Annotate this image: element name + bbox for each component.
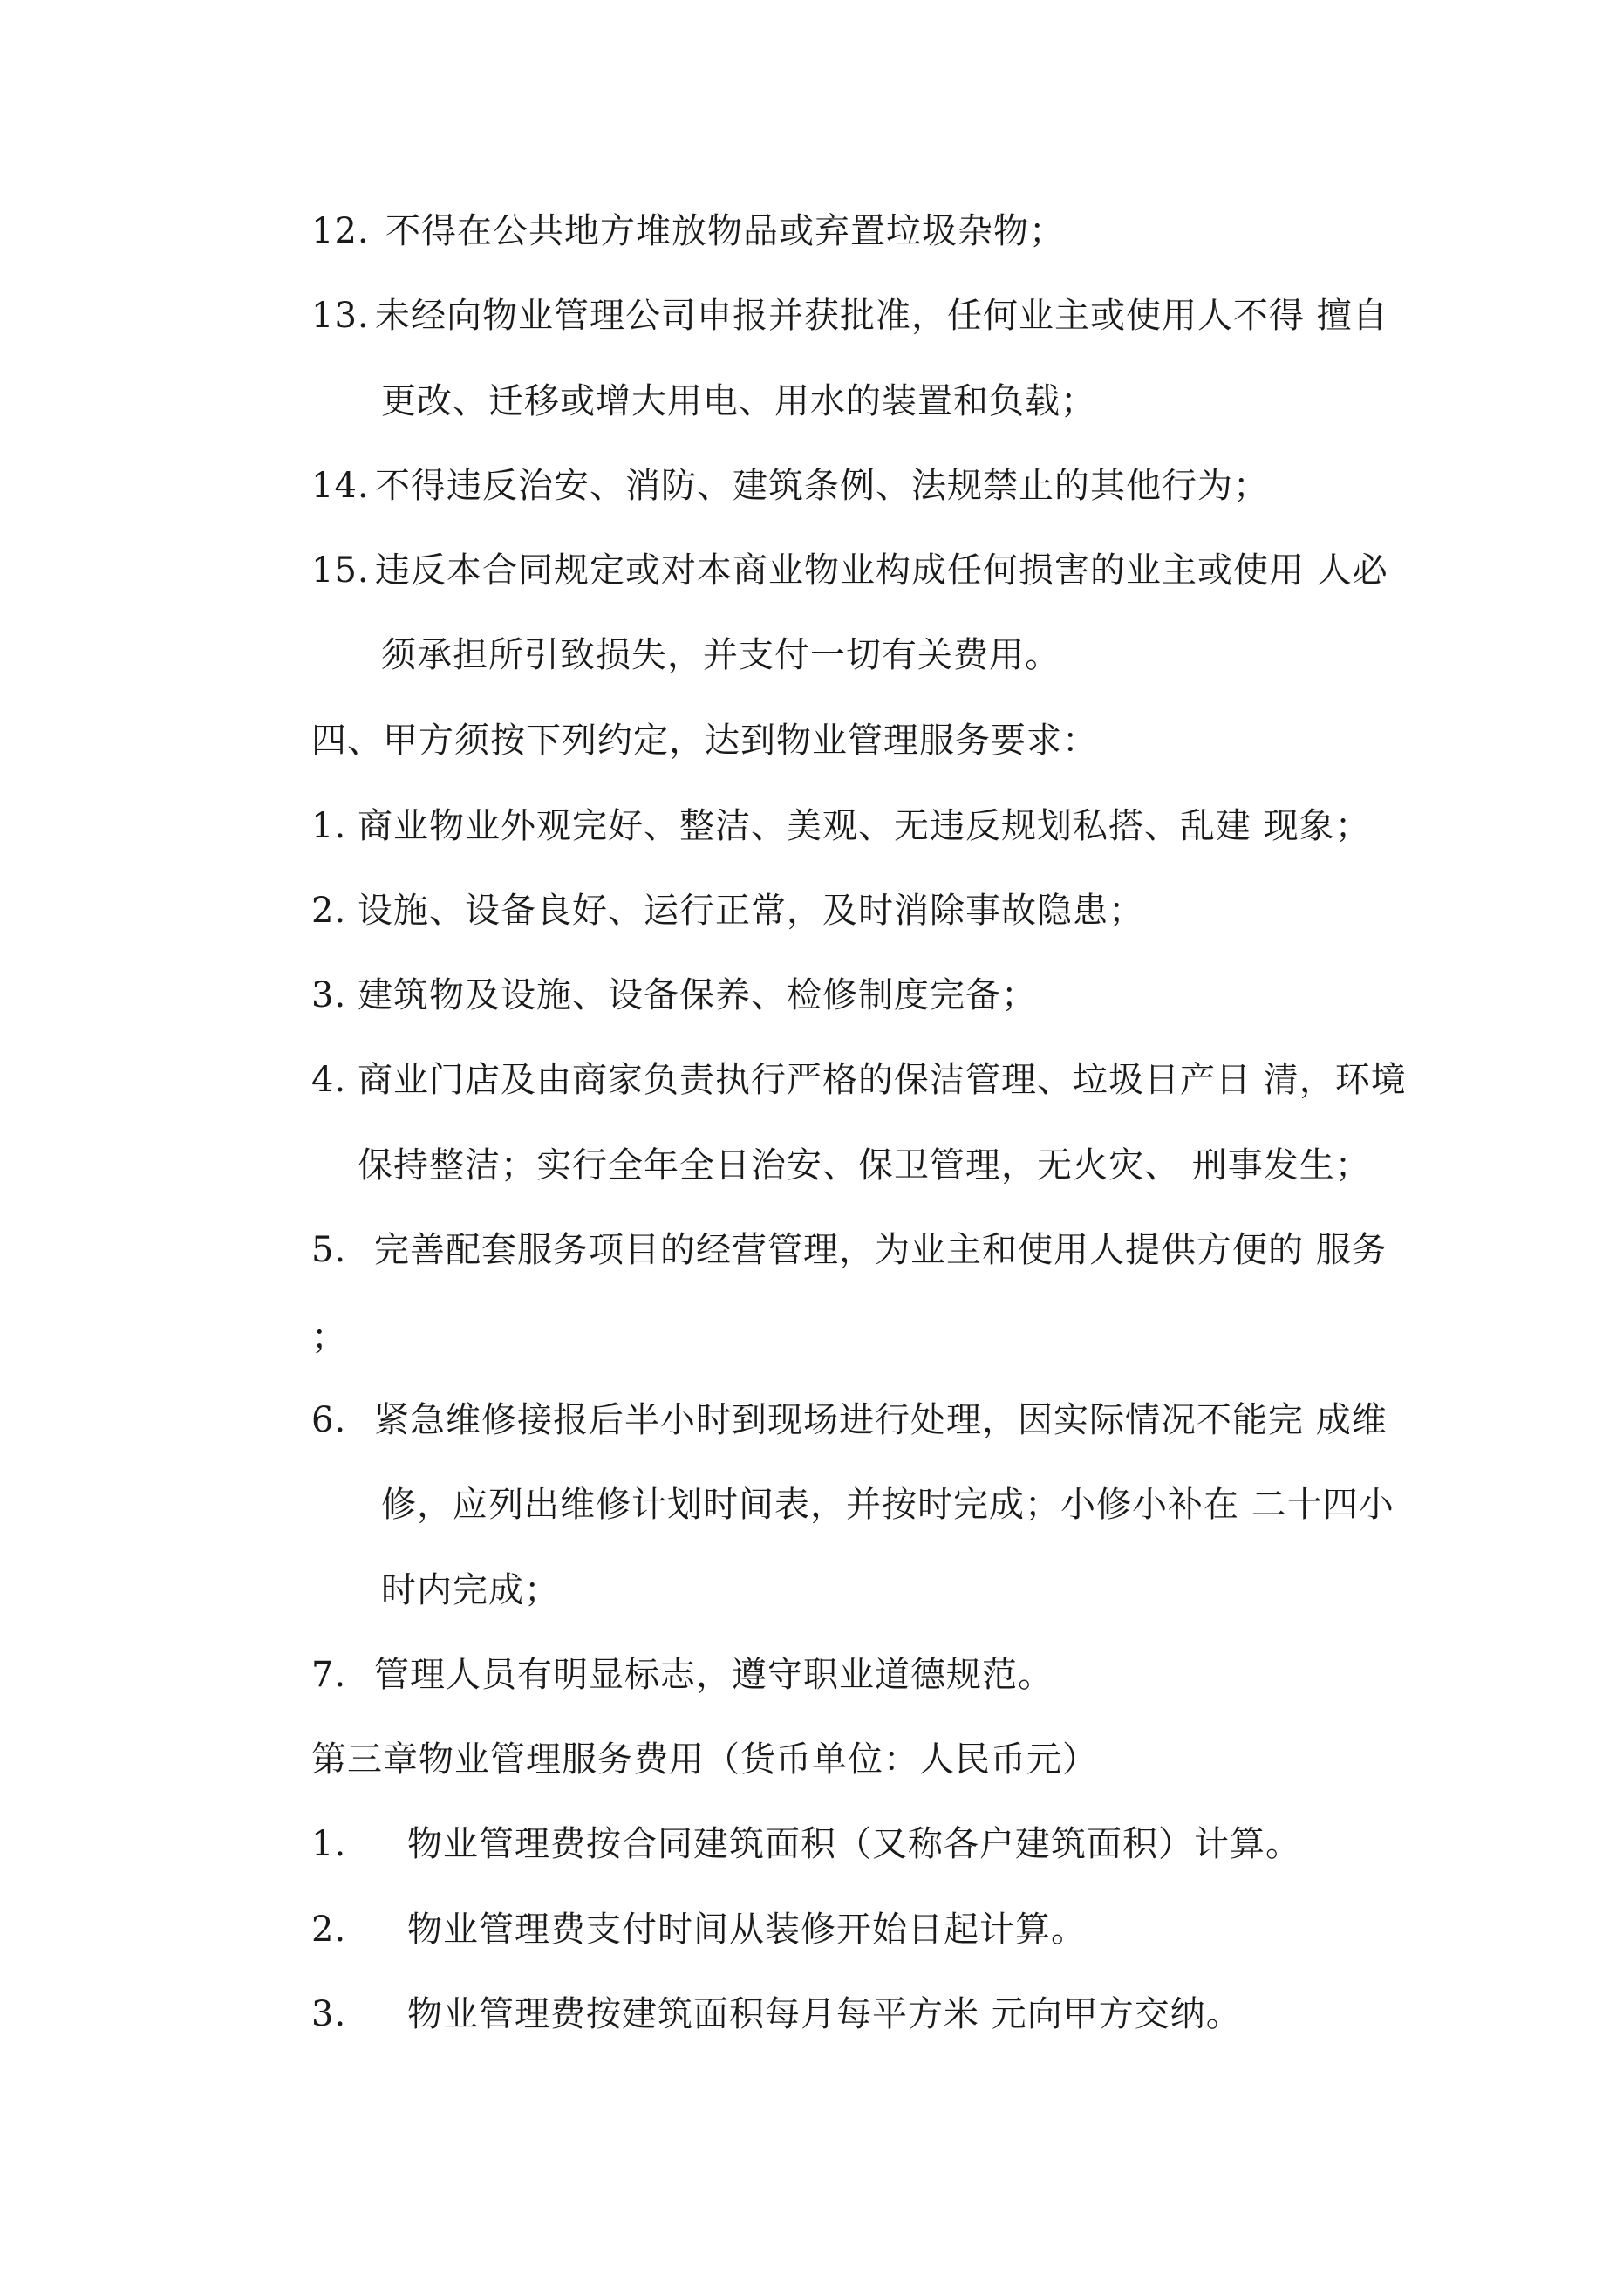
- item-number: 3.: [311, 975, 347, 1015]
- fee-item-1: [311, 1823, 1301, 1865]
- item-number: 12.: [311, 211, 370, 251]
- item-text: ；: [311, 1317, 347, 1357]
- item-number: 15.: [311, 550, 370, 591]
- item-number: 7.: [311, 1655, 347, 1695]
- item-text: 须承担所引致损失，并支付一切有关费用。: [381, 635, 1060, 675]
- item-number: 4.: [311, 1060, 347, 1100]
- clause-15-continued: [381, 634, 1060, 676]
- item-text: 物业管理费按建筑面积每月每平方米 元向甲方交纳。: [407, 1994, 1242, 2034]
- item-number: 6.: [311, 1400, 347, 1440]
- item-text: 商业物业外观完好、整洁、美观、无违反规划私搭、乱建 现象；: [358, 806, 1371, 846]
- fee-item-2: [311, 1909, 1087, 1951]
- requirement-5: [311, 1229, 1388, 1271]
- requirement-2: [311, 890, 1144, 932]
- section-heading-4: [311, 720, 1098, 762]
- chapter-heading: [311, 1739, 1098, 1780]
- clause-12: [311, 210, 1065, 252]
- section-heading-text: 四、甲方须按下列约定，达到物业管理服务要求：: [311, 721, 1098, 761]
- item-text: 物业管理费支付时间从装修开始日起计算。: [407, 1910, 1087, 1950]
- item-text: 违反本合同规定或对本商业物业构成任何损害的业主或使用 人必: [375, 550, 1388, 591]
- requirement-6-continued-2: [381, 1569, 560, 1611]
- clause-14: [311, 465, 1269, 507]
- requirement-6-continued-1: [381, 1484, 1395, 1526]
- requirement-3: [311, 974, 1037, 1016]
- clause-15: [311, 550, 1388, 591]
- item-text: 建筑物及设施、设备保养、检修制度完备；: [358, 975, 1037, 1015]
- item-number: 2.: [311, 1910, 347, 1950]
- item-number: 3.: [311, 1994, 347, 2034]
- fee-item-3: [311, 1993, 1242, 2035]
- requirement-5-continued: [311, 1316, 347, 1358]
- item-text: 紧急维修接报后半小时到现场进行处理，因实际情况不能完 成维: [374, 1400, 1388, 1440]
- requirement-4: [311, 1059, 1407, 1101]
- requirement-6: [311, 1399, 1388, 1441]
- requirement-7: [311, 1654, 1054, 1696]
- item-text: 未经向物业管理公司申报并获批准，任何业主或使用人不得 擅自: [375, 296, 1388, 336]
- item-text: 不得在公共地方堆放物品或弃置垃圾杂物；: [385, 211, 1065, 251]
- item-text: 保持整洁；实行全年全日治安、保卫管理，无火灾、 刑事发生；: [358, 1145, 1371, 1186]
- item-number: 2.: [311, 891, 347, 931]
- item-text: 更改、迁移或增大用电、用水的装置和负载；: [381, 381, 1096, 421]
- item-number: 14.: [311, 466, 370, 506]
- item-text: 完善配套服务项目的经营管理，为业主和使用人提供方便的 服务: [374, 1230, 1388, 1270]
- item-number: 13.: [311, 296, 370, 336]
- item-text: 物业管理费按合同建筑面积（又称各户建筑面积）计算。: [407, 1824, 1301, 1864]
- item-text: 管理人员有明显标志，遵守职业道德规范。: [374, 1655, 1054, 1695]
- requirement-1: [311, 805, 1371, 847]
- item-number: 1.: [311, 806, 347, 846]
- clause-13: [311, 295, 1388, 337]
- item-text: 时内完成；: [381, 1570, 560, 1610]
- item-text: 设施、设备良好、运行正常，及时消除事故隐患；: [358, 891, 1144, 931]
- item-text: 不得违反治安、消防、建筑条例、法规禁止的其他行为；: [375, 466, 1269, 506]
- chapter-heading-text: 第三章物业管理服务费用（货币单位：人民币元）: [311, 1739, 1098, 1780]
- item-text: 商业门店及由商家负责执行严格的保洁管理、垃圾日产日 清，环境: [358, 1060, 1407, 1100]
- requirement-4-continued: [358, 1145, 1371, 1186]
- item-text: 修，应列出维修计划时间表，并按时完成；小修小补在 二十四小: [381, 1485, 1395, 1525]
- clause-13-continued: [381, 380, 1096, 422]
- item-number: 1.: [311, 1824, 347, 1864]
- item-number: 5.: [311, 1230, 347, 1270]
